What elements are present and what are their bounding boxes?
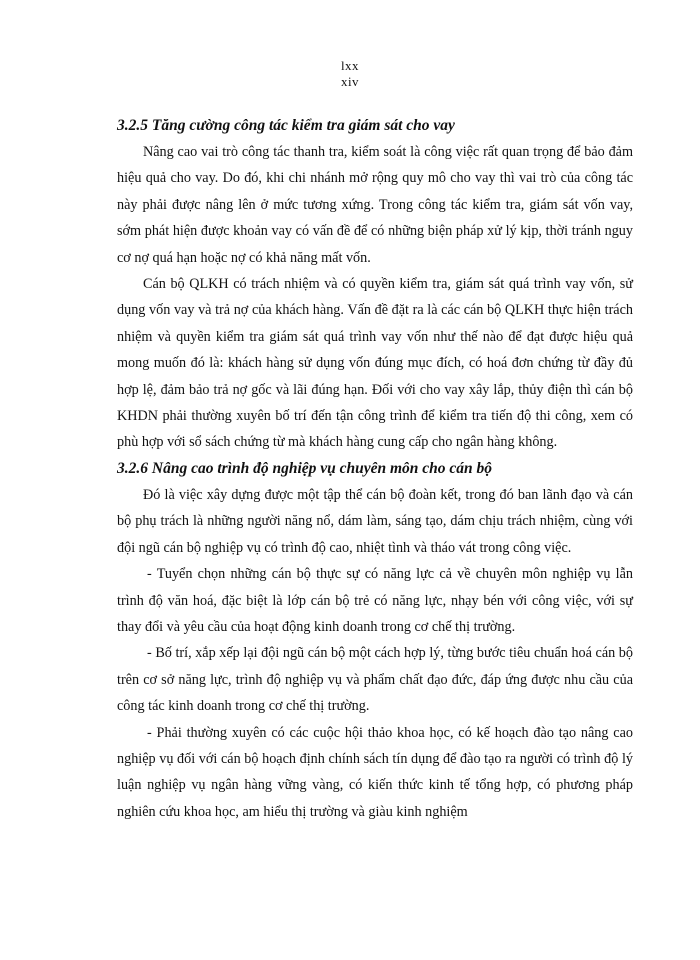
section-3-2-6-bullet-2: - Bố trí, xắp xếp lại đội ngũ cán bộ một cách hợp lý, từng bước tiêu chuẩn hoá cán bộ trên cơ sở năng lực, trình độ nghiệp vụ và phẩm chất đạo đức, đáp ứng được nhu cầu của công tác kinh doanh trong cơ chế thị trường. [117, 645, 633, 715]
section-3-2-6-bullet-1: - Tuyển chọn những cán bộ thực sự có năng lực cả về chuyên môn nghiệp vụ lẫn trình độ văn hoá, đặc biệt là lớp cán bộ trẻ có năng lực, nhạy bén với công việc, với sự thay đổi và yêu cầu của hoạt động kinh doanh trong cơ chế thị trường. [117, 566, 633, 635]
document-body [117, 113, 633, 825]
page-number-line-2: xiv [340, 74, 360, 89]
section-3-2-6-heading: 3.2.6 Nâng cao trình độ nghiệp vụ chuyên môn cho cán bộ [117, 459, 493, 477]
page-number-line-1: lxx [340, 58, 360, 73]
section-3-2-5-paragraph-1: Nâng cao vai trò công tác thanh tra, kiểm soát là công việc rất quan trọng để bảo đảm hiệu quả cho vay. Do đó, khi chi nhánh mở rộng quy mô cho vay thì vai trò của công tác này phải được nâng lên ở mức tương xứng. Trong công tác kiểm tra, giám sát vốn vay, sớm phát hiện được khoản vay có vấn đề để có những biện pháp xử lý kịp, thời tránh nguy cơ nợ quá hạn hoặc nợ có khả năng mất vốn. [117, 144, 633, 266]
section-3-2-6-intro: Đó là việc xây dựng được một tập thể cán bộ đoàn kết, trong đó ban lãnh đạo và cán bộ phụ trách là những người năng nổ, dám làm, sáng tạo, dám chịu trách nhiệm, cùng với đội ngũ cán bộ nghiệp vụ có trình độ cao, nhiệt tình và tháo vát trong công việc. [117, 486, 633, 556]
section-3-2-5-heading: 3.2.5 Tăng cường công tác kiểm tra giám sát cho vay [117, 117, 455, 134]
section-3-2-5-paragraph-2: Cán bộ QLKH có trách nhiệm và có quyền kiểm tra, giám sát quá trình vay vốn, sử dụng vốn vay và trả nợ của khách hàng. Vấn đề đặt ra là các cán bộ QLKH thực hiện trách nhiệm và quyền kiểm tra giám sát quá trình vay vốn như thế nào để đạt được hiệu quả mong muốn đó là: khách hàng sử dụng vốn đúng mục đích, có hoá đơn chứng từ đầy đủ hợp lệ, đảm bảo trả nợ gốc và lãi đúng hạn. Đối với cho vay xây lắp, thủy điện thì cán bộ KHDN phải thường xuyên bố trí đến tận công trình để kiểm tra tiến độ thi công, xem có phù hợp với sổ sách chứng từ mà khách hàng cung cấp cho ngân hàng không. [117, 276, 633, 451]
section-3-2-6-bullet-3: - Phải thường xuyên có các cuộc hội thảo khoa học, có kế hoạch đào tạo nâng cao nghiệp vụ đối với cán bộ hoạch định chính sách tín dụng để đào tạo ra người có trình độ lý luận nghiệp vụ ngân hàng vững vàng, có kiến thức kinh tế tổng hợp, có phương pháp nghiên cứu khoa học, am hiểu thị trường và giàu kinh nghiệm [117, 724, 633, 820]
